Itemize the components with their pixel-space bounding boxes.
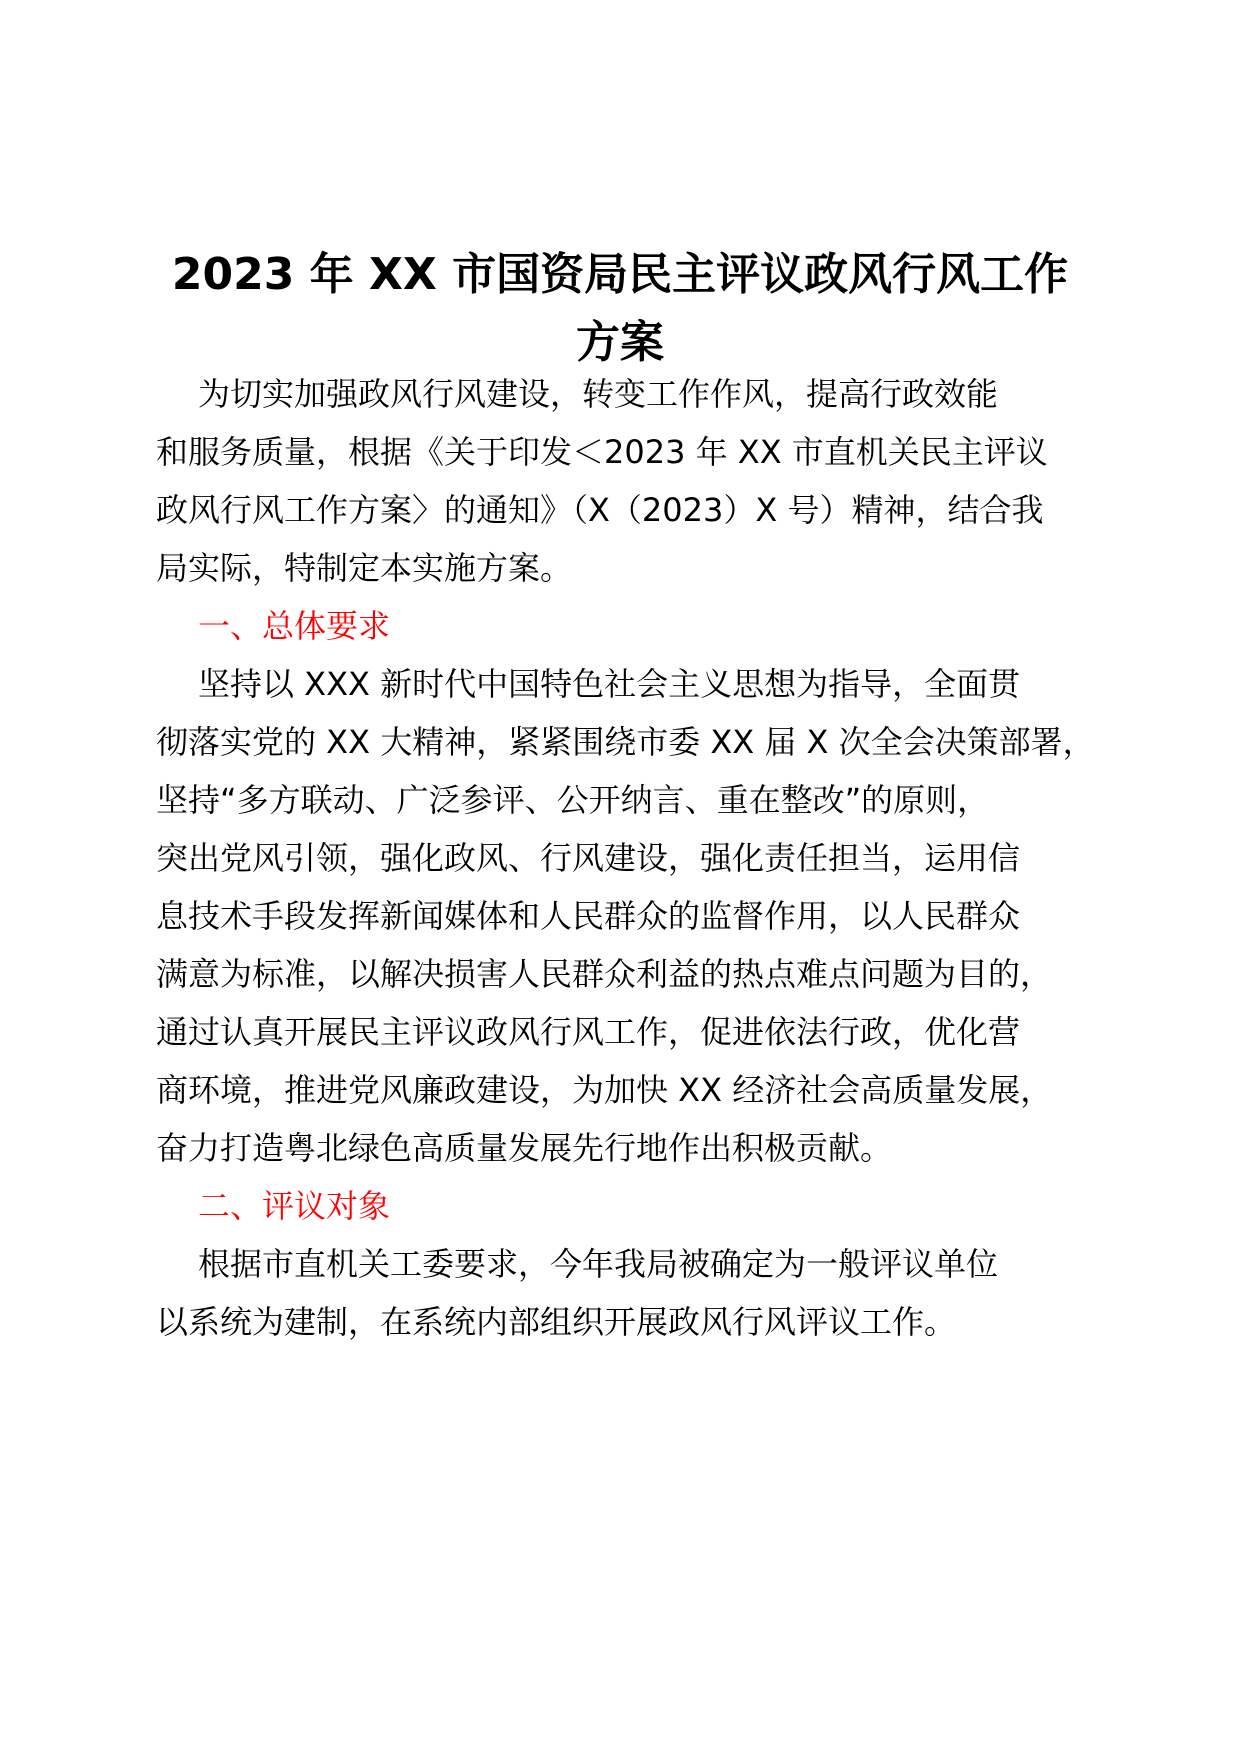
section1-line: 通过认真开展民主评议政风行风工作，促进依法行政，优化营: [156, 1013, 1021, 1051]
section1-line: 满意为标准，以解决损害人民群众利益的热点难点问题为目的，: [156, 955, 1053, 993]
section1-line: 坚持以 XXX 新时代中国特色社会主义思想为指导，全面贯: [198, 665, 1021, 703]
section2-line: 以系统为建制，在系统内部组织开展政风行风评议工作。: [156, 1303, 957, 1341]
intro-line: 政风行风工作方案〉的通知》（X（2023）X 号）精神，结合我: [156, 491, 1044, 529]
document-title-line-1: 2023 年 XX 市国资局民主评议政风行风工作: [171, 249, 1069, 300]
section1-line: 息技术手段发挥新闻媒体和人民群众的监督作用，以人民群众: [156, 897, 1021, 935]
section1-line: 彻落实党的 XX 大精神，紧紧围绕市委 XX 届 X 次全会决策部署，: [156, 723, 1095, 761]
intro-line: 为切实加强政风行风建设，转变工作作风，提高行政效能: [198, 375, 999, 413]
section1-line: 商环境，推进党风廉政建设，为加快 XX 经济社会高质量发展，: [156, 1071, 1053, 1109]
section1-line: 突出党风引领，强化政风、行风建设，强化责任担当，运用信: [156, 839, 1021, 877]
section-heading-general-requirements: 一、总体要求: [198, 607, 391, 645]
document-title-line-2: 方案: [576, 317, 664, 368]
section1-line: 坚持“多方联动、广泛参评、公开纳言、重在整改”的原则，: [156, 781, 990, 819]
section-heading-review-targets: 二、评议对象: [198, 1187, 391, 1225]
intro-line: 和服务质量，根据《关于印发＜2023 年 XX 市直机关民主评议: [156, 433, 1048, 471]
section1-line: 奋力打造粤北绿色高质量发展先行地作出积极贡献。: [156, 1129, 893, 1167]
section2-line: 根据市直机关工委要求，今年我局被确定为一般评议单位: [198, 1245, 999, 1283]
intro-line: 局实际，特制定本实施方案。: [156, 549, 573, 587]
